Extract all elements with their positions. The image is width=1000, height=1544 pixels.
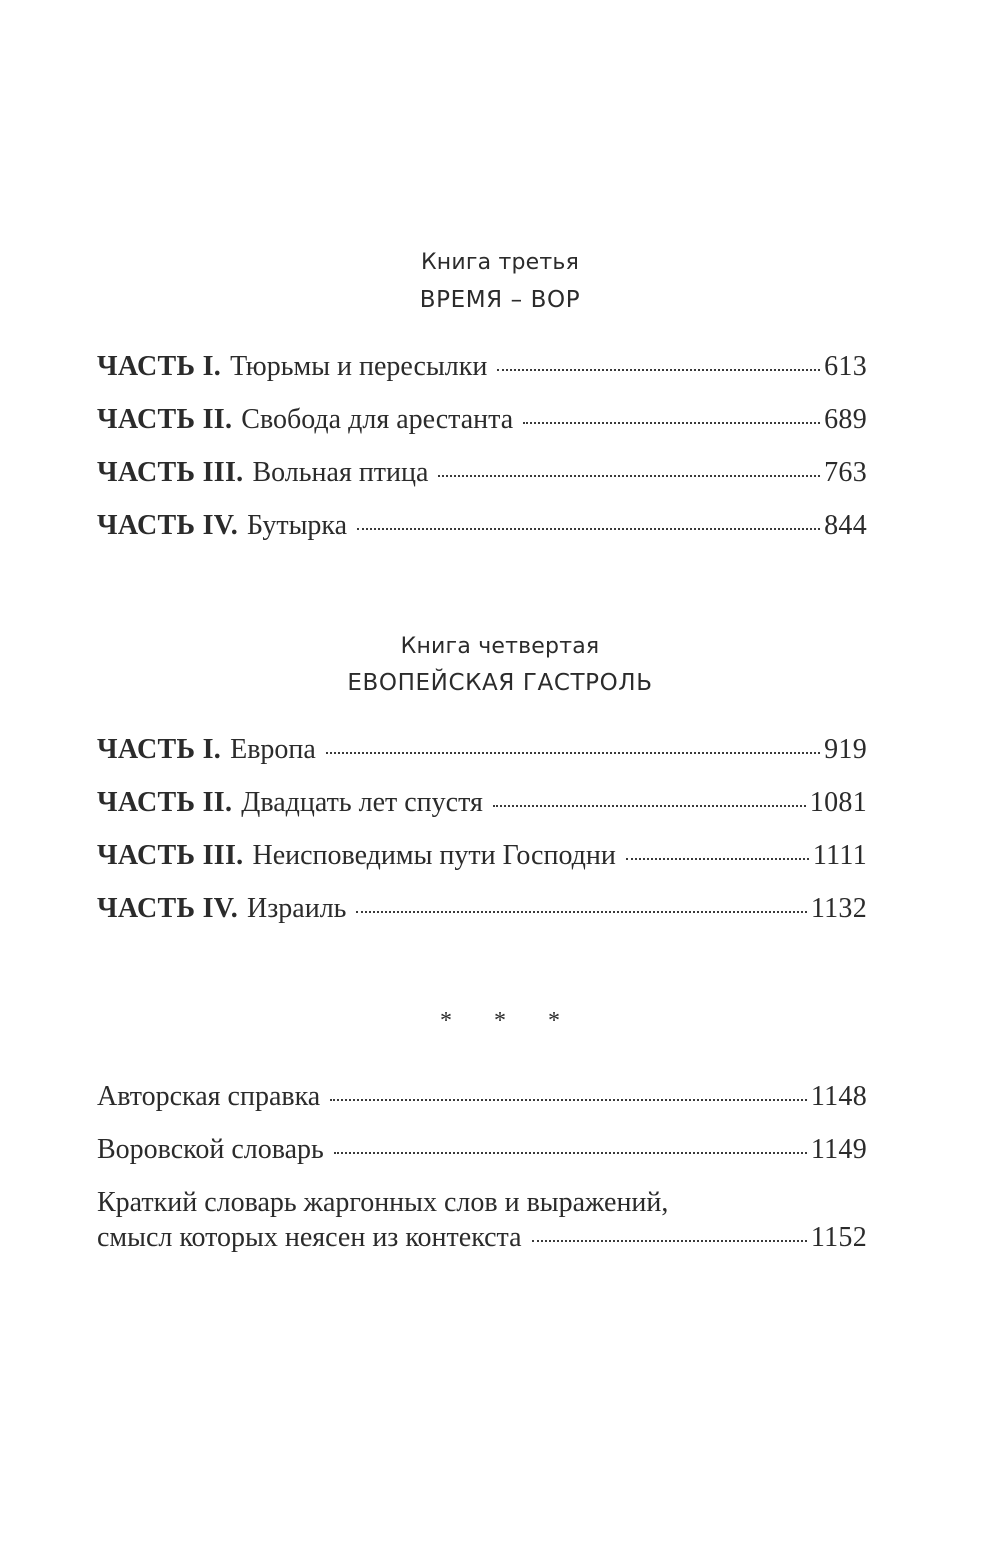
- toc-entry[interactable]: [97, 733, 867, 767]
- dot-leader: [523, 422, 820, 424]
- entry-title: Вольная птица: [252, 457, 429, 488]
- page-number: 1081: [809, 787, 867, 818]
- toc-entry[interactable]: [97, 456, 867, 490]
- entry-title: Двадцать лет спустя: [241, 787, 483, 818]
- dot-leader: [356, 911, 806, 913]
- toc-entry[interactable]: [97, 1080, 867, 1114]
- section-separator: * * *: [440, 1008, 578, 1034]
- entry-title: Европа: [230, 734, 316, 765]
- page-number: 1149: [810, 1134, 867, 1165]
- toc-entry[interactable]: [97, 403, 867, 437]
- dot-leader: [330, 1099, 807, 1101]
- part-number: ЧАСТЬ I.: [97, 351, 222, 382]
- toc-entry[interactable]: [97, 892, 867, 926]
- page-number: 919: [824, 734, 867, 765]
- part-number: ЧАСТЬ II.: [97, 787, 233, 818]
- toc-entry[interactable]: [97, 350, 867, 384]
- entry-title: Авторская справка: [97, 1081, 321, 1112]
- entry-title: Тюрьмы и пересылки: [230, 351, 488, 382]
- entry-title-line1[interactable]: Краткий словарь жаргонных слов и выражений,: [97, 1187, 669, 1218]
- dot-leader: [497, 369, 820, 371]
- page-number: 1111: [812, 840, 867, 871]
- book3-title: ВРЕМЯ – ВОР: [419, 287, 581, 313]
- page-number: 844: [824, 510, 867, 541]
- toc-entry[interactable]: [97, 786, 867, 820]
- book4-title: ЕВОПЕЙСКАЯ ГАСТРОЛЬ: [347, 670, 653, 696]
- part-number: ЧАСТЬ III.: [97, 840, 244, 871]
- entry-title: Свобода для арестанта: [241, 404, 514, 435]
- page-number: 613: [824, 351, 867, 382]
- book4-label: Книга четвертая: [400, 634, 600, 659]
- dot-leader: [357, 528, 820, 530]
- entry-title: Воровской словарь: [97, 1134, 324, 1165]
- part-number: ЧАСТЬ II.: [97, 404, 233, 435]
- page-number: 689: [824, 404, 867, 435]
- part-number: ЧАСТЬ III.: [97, 457, 244, 488]
- entry-title: Израиль: [247, 893, 347, 924]
- dot-leader: [532, 1240, 807, 1242]
- page-number: 1148: [810, 1081, 867, 1112]
- entry-title-line2: смысл которых неясен из контекста: [97, 1222, 522, 1253]
- book3-label: Книга третья: [420, 250, 580, 275]
- page-number: 1132: [810, 893, 867, 924]
- dot-leader: [334, 1152, 807, 1154]
- page-number: 1152: [810, 1222, 867, 1253]
- dot-leader: [326, 752, 820, 754]
- toc-entry[interactable]: [97, 509, 867, 543]
- dot-leader: [438, 475, 820, 477]
- page-number: 763: [824, 457, 867, 488]
- toc-entry[interactable]: [97, 839, 867, 873]
- dot-leader: [626, 858, 809, 860]
- part-number: ЧАСТЬ IV.: [97, 893, 238, 924]
- entry-title: Неисповедимы пути Господни: [252, 840, 616, 871]
- part-number: ЧАСТЬ I.: [97, 734, 222, 765]
- dot-leader: [493, 805, 806, 807]
- toc-entry[interactable]: [97, 1133, 867, 1167]
- part-number: ЧАСТЬ IV.: [97, 510, 238, 541]
- toc-entry[interactable]: [97, 1221, 867, 1255]
- entry-title: Бутырка: [247, 510, 348, 541]
